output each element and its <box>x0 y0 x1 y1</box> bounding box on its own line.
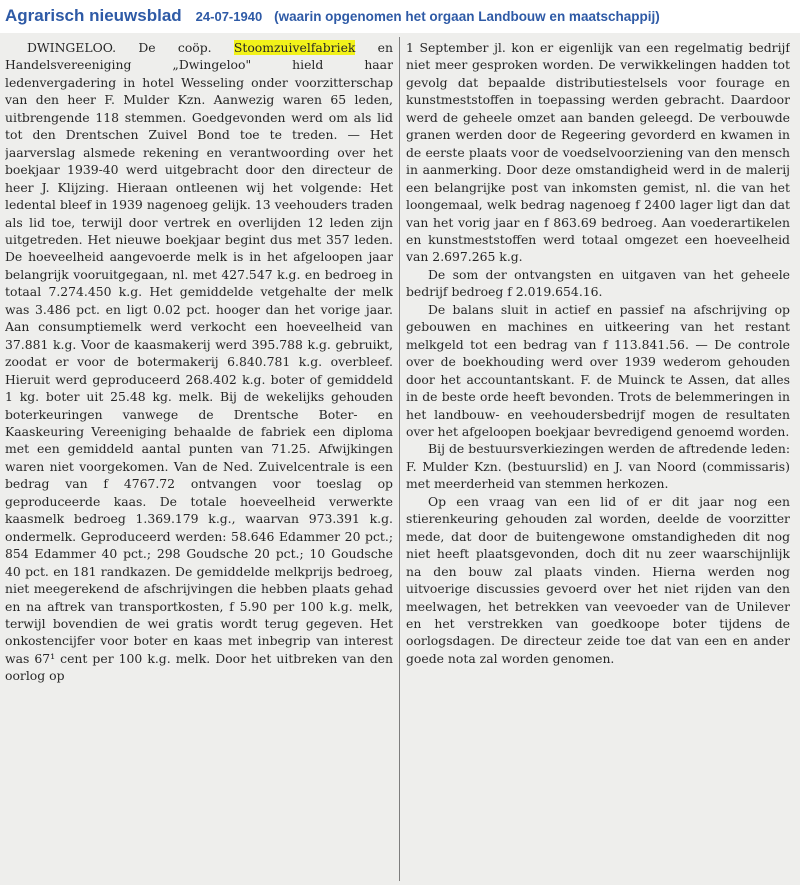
newspaper-subtitle: (waarin opgenomen het orgaan Landbouw en maatschappij) <box>274 8 660 24</box>
publication-date: 24-07-1940 <box>195 8 263 24</box>
lead-text-post: en Handelsvereeniging „Dwingeloo" hield haar ledenvergadering in hotel Wesseling onder voorzitterschap van den heer F. Mulder Kzn. Aanwezig waren 65 leden, uitbrengende 118 stemmen. Goedgevonden werd om als lid tot den Drentschen Zuivel Bond toe te treden. — Het jaarverslag alsmede rekening en verantwoording over het boekjaar 1939-40 werd uitgebracht door den directeur de heer J. Klijzing. Hieraan ontleenen wij het volgende: Het ledental bleef in 1939 nagenoeg gelijk. 13 veehouders traden als lid toe, terwijl door vertrek en overlijden 12 leden zijn uitgetreden. Het nieuwe boekjaar begint dus met 357 leden. De hoeveelheid aangevoerde melk is in het afgeloopen jaar belangrijk vooruitgegaan, nl. met 427.547 k.g. en bedroeg in totaal 7.274.450 k.g. Het gemiddelde vetgehalte der melk was 3.486 pct. en ligt 0.02 pct. hooger dan het vorige jaar. Aan consumptiemelk werd verkocht een hoeveelheid van 37.881 k.g. Voor de kaasmakerij werd 395.788 k.g. gebruikt, zoodat er voor de botermakerij 6.840.781 k.g. overbleef. Hieruit werd geproduceerd 268.402 k.g. boter of gemiddeld 1 kg. boter uit 25.48 kg. melk. Bij de wekelijks gehouden boterkeuringen vanwege de Drentsche Boter- en Kaaskeuring Vereeniging behaalde de fabriek een diploma met een gemiddeld aantal punten van 71.25. Afwijkingen waren niet voorgekomen. Van de Ned. Zuivelcentrale is een bedrag van f 4767.72 ontvangen voor toeslag op geproduceerde kaas. De totale hoeveelheid verwerkte kaasmelk bedroeg 1.369.179 k.g., waarvan 973.391 k.g. ondermelk. Geproduceerd werden: 58.646 Edammer 20 pct.; 854 Edammer 40 pct.; 298 Goudsche 20 pct.; 10 Goudsche 40 pct. en 181 randkazen. De gemiddelde melkprijs bedroeg, niet meegerekend de afschrijvingen die hebben plaats gehad en na aftrek van transportkosten, f 5.90 per 100 k.g. melk, terwijl bovendien de wei gratis wordt terug gegeven. Het onkostencijfer voor boter en kaas met inbegrip van interest was 67¹ cent per 100 k.g. melk. Door het uitbreken van den oorlog op <box>5 40 393 684</box>
article-paragraph-4: Bij de bestuursverkiezingen werden de aftredende leden: F. Mulder Kzn. (bestuurslid) en J. van Noord (commissaris) met meerderheid van stemmen herkozen. <box>406 441 790 492</box>
article-paragraph-continued: 1 September jl. kon er eigenlijk van een regelmatig bedrijf niet meer gesproken worden. De verwikkelingen hadden tot gevolg dat bepaalde distributiestelsels voor fourage en kunstmeststoffen in toepassing werden gebracht. Daardoor werd de geheele omzet aan banden geleegd. De verbouwde granen werden door de Regeering gevorderd en kwamen in de eerste plaats voor de voedselvoorziening van den mensch in aanmerking. Door deze omstandigheid werd in de malerij een belangrijke post van inkomsten gemist, nl. die van het loongemaal, welk bedrag nagenoeg f 2400 lager ligt dan dat van het vorig jaar en f 863.69 bedroeg. Aan voederartikelen en kunstmeststoffen werd totaal omgezet een hoeveelheid van 2.697.265 k.g. <box>406 40 790 265</box>
article-paragraph-1 <box>5 39 393 685</box>
highlighted-keyword: Stoomzuivelfabriek <box>233 40 356 55</box>
newspaper-title: Agrarisch nieuwsblad <box>5 6 182 25</box>
lead-text-pre: De coöp. <box>116 40 234 55</box>
article-paragraph-5: Op een vraag van een lid of er dit jaar nog een stierenkeuring gehouden zal worden, deelde de voorzitter mede, dat door de buitengewone omstandigheden dit nog niet heeft plaatsgevonden, doch dit nu zeer waarschijnlijk na den bouw zal plaats vinden. Hierna werden nog uitvoerige discussies gevoerd over het niet rijden van den meelwagen, het betrekken van veevoeder van de Unilever en het verstrekken van goedkoope boter tijdens de oorlogsdagen. De directeur zeide toe dat van een en ander goede nota zal worden genomen. <box>406 493 790 666</box>
newspaper-clipping <box>0 33 800 885</box>
article-column-right <box>406 39 790 881</box>
dateline-place: DWINGELOO. <box>27 40 117 55</box>
column-divider <box>399 37 400 881</box>
page-header <box>0 0 800 32</box>
article-column-left <box>5 39 393 881</box>
article-paragraph-3: De balans sluit in actief en passief na afschrijving op gebouwen en machines en uitkeering van het restant melkgeld tot een bedrag van f 113.841.56. — De controle over de boekhouding werd over 1939 wederom gehouden door het accountantskant. F. de Muinck te Assen, dat alles in de beste orde heeft bevonden. Trots de belemmeringen in het landbouw- en veehoudersbedrijf mogen de resultaten over het afgeloopen boekjaar bevredigend genoemd worden. <box>406 301 790 439</box>
article-paragraph-2: De som der ontvangsten en uitgaven van het geheele bedrijf bedroeg f 2.019.654.16. <box>406 266 790 300</box>
